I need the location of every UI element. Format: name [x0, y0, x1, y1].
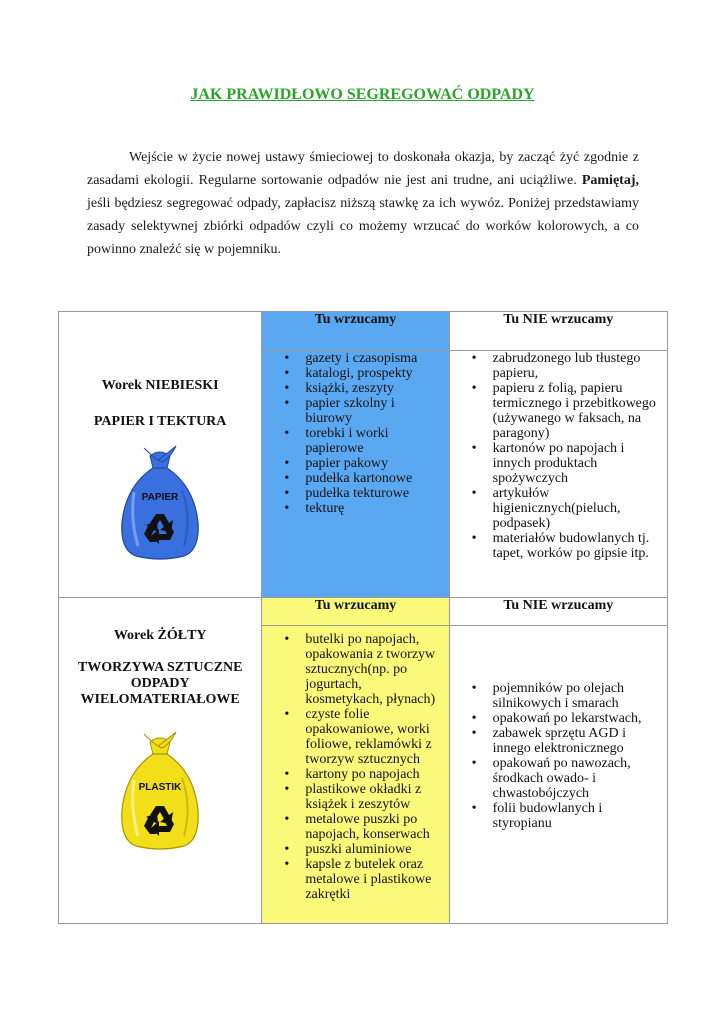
category-paper: PAPIER I TEKTURA — [93, 414, 227, 429]
yellow-yes-list — [262, 632, 448, 902]
category-plastic: TWORZYWA SZTUCZNE ODPADY WIELOMATERIAŁOWE — [77, 660, 243, 707]
page-title: JAK PRAWIDŁOWO SEGREGOWAĆ ODPADY — [190, 86, 535, 103]
list-item: • kapsle z butelek oraz metalowe i plastikowe zakrętki — [262, 857, 440, 902]
blue-yes-list — [262, 351, 448, 516]
list-item: • opakowań po nawozach, środkach owado- i chwastobójczych — [450, 756, 659, 801]
bag-label-plastic: PLASTIK — [138, 782, 182, 793]
list-item: • torebki i worki papierowe — [262, 426, 440, 456]
list-item: • katalogi, prospekty — [262, 366, 440, 381]
intro-emphasis: Pamiętaj, — [581, 173, 639, 188]
list-item: • papier szkolny i biurowy — [262, 396, 440, 426]
list-item: • kartony po napojach — [262, 767, 440, 782]
list-item: • folii budowlanych i styropianu — [450, 801, 659, 831]
yellow-no-header: Tu NIE wrzucamy — [449, 598, 667, 626]
yellow-bag-cell — [59, 598, 262, 924]
list-item: • pojemników po olejach silnikowych i smarach — [450, 681, 659, 711]
bag-label-paper: PAPIER — [141, 492, 179, 503]
list-item: • zabrudzonego lub tłustego papieru, — [450, 351, 659, 381]
blue-yes-header: Tu wrzucamy — [262, 312, 449, 351]
segregation-table — [58, 311, 668, 924]
yellow-yes-header: Tu wrzucamy — [262, 598, 449, 626]
list-item: • gazety i czasopisma — [262, 351, 440, 366]
list-item: • czyste folie opakowaniowe, worki foliowe, reklamówki z tworzyw sztucznych — [262, 707, 440, 767]
list-item: • opakowań po lekarstwach, — [450, 711, 659, 726]
bag-name-yellow: Worek ŻÓŁTY — [113, 628, 207, 643]
list-item: • pudełka kartonowe — [262, 471, 440, 486]
bag-name-blue: Worek NIEBIESKI — [101, 378, 219, 393]
blue-yes-cell — [262, 351, 449, 598]
list-item: • książki, zeszyty — [262, 381, 440, 396]
intro-text-2: jeśli będziesz segregować odpady, zapłacisz niższą stawkę za ich wywóz. Poniżej przedstawiamy zasady selektywnej zbiórki odpadów czyli co możemy wrzucać do worków kolorowych, a co powinno znaleźć się w pojemniku. — [87, 196, 639, 257]
list-item: • zabawek sprzętu AGD i innego elektronicznego — [450, 726, 659, 756]
blue-bag-cell — [59, 312, 262, 598]
yellow-yes-cell — [262, 626, 449, 924]
list-item: • kartonów po napojach i innych produktach spożywczych — [450, 441, 659, 486]
list-item: • papier pakowy — [262, 456, 440, 471]
yellow-header-row — [59, 598, 668, 626]
list-item: • pudełka tekturowe — [262, 486, 440, 501]
list-item: • plastikowe okładki z książek i zeszytów — [262, 782, 440, 812]
yellow-bag-icon — [112, 728, 208, 852]
blue-bag-icon — [112, 442, 208, 562]
intro-text-1: Wejście w życie nowej ustawy śmieciowej to doskonała okazja, by zacząć żyć zgodnie z zasadami ekologii. Regularne sortowanie odpadów nie jest ani trudne, ani uciążliwe. — [87, 150, 639, 188]
list-item: • tekturę — [262, 501, 440, 516]
list-item: • butelki po napojach, opakowania z tworzyw sztucznych(np. po jogurtach, kosmetykach, płynach) — [262, 632, 440, 707]
blue-no-cell — [449, 351, 667, 598]
yellow-no-list — [450, 681, 667, 831]
yellow-no-cell — [449, 626, 667, 924]
list-item: • papieru z folią, papieru termicznego i przebitkowego (używanego w faksach, na paragony) — [450, 381, 659, 441]
intro-paragraph — [87, 146, 639, 261]
blue-no-header: Tu NIE wrzucamy — [449, 312, 667, 351]
list-item: • materiałów budowlanych tj. tapet, worków po gipsie itp. — [450, 531, 659, 561]
blue-no-list — [450, 351, 667, 561]
list-item: • puszki aluminiowe — [262, 842, 440, 857]
list-item: • artykułów higienicznych(pieluch, podpasek) — [450, 486, 659, 531]
list-item: • metalowe puszki po napojach, konserwach — [262, 812, 440, 842]
blue-header-row — [59, 312, 668, 351]
